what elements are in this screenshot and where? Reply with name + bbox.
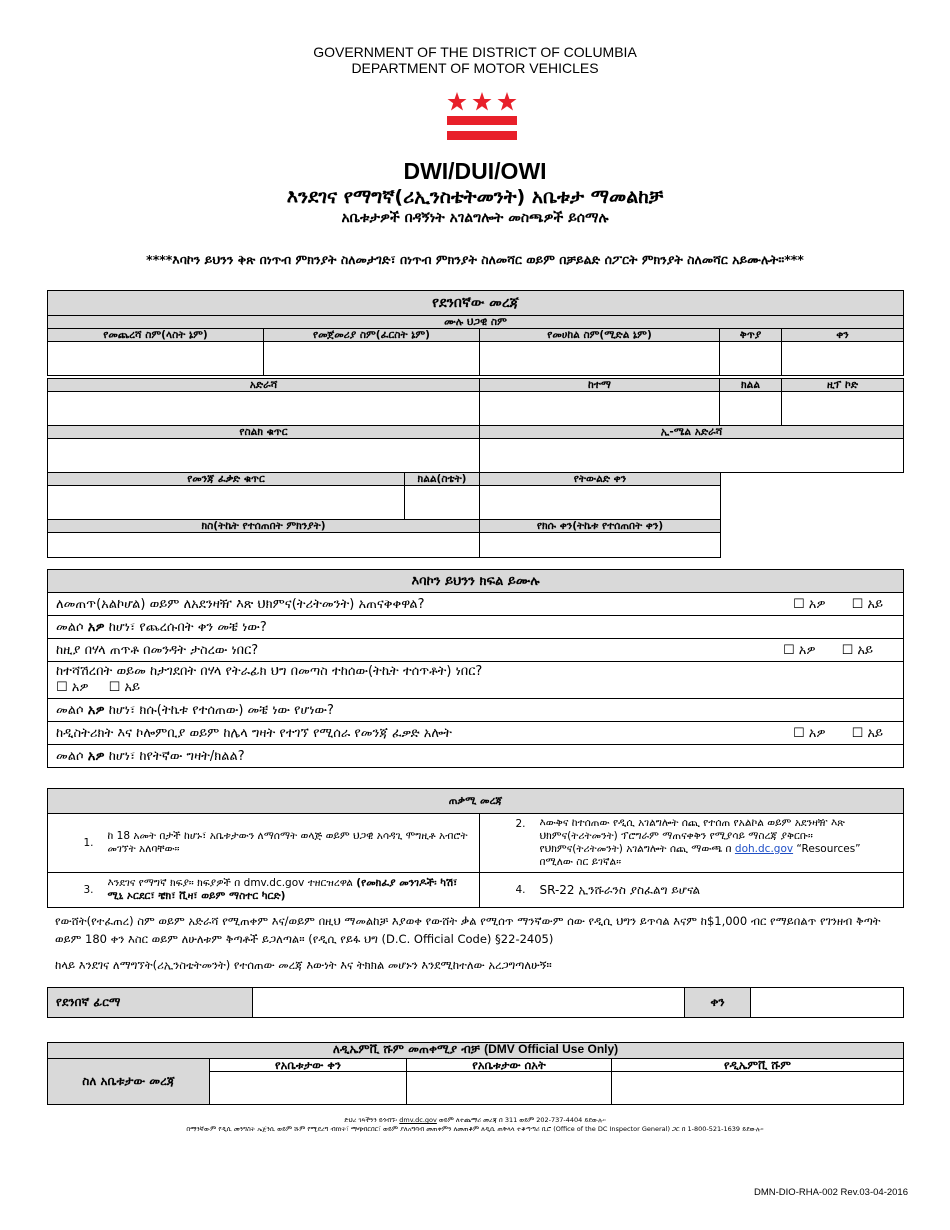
form-number: DMN-DIO-RHA-002 Rev.03-04-2016 <box>754 1187 908 1198</box>
suffix-field[interactable] <box>720 342 782 376</box>
info-section-title: ጠቃሚ መረጃ <box>48 789 904 814</box>
petition-time-field[interactable] <box>407 1072 612 1105</box>
dmv-official-label: የዲኤምቪ ሹም <box>612 1059 904 1072</box>
signature-date-field[interactable] <box>751 988 904 1018</box>
certification-text: ከላይ እንደገና ለማግኘት(ሪኢንስቴትመንት) የተሰጠው መረጃ እውነት እና ትክክል መሆኑን እንደሚከተለው አረጋግጣለሁኝ። <box>55 958 552 972</box>
day-field[interactable] <box>782 342 904 376</box>
flag-bar <box>447 116 517 125</box>
phone-label: የስልክ ቁጥር <box>48 426 480 439</box>
questions-section-title: እባኮን ይህንን ክፍል ይሙሉ <box>48 570 904 593</box>
petition-date-field[interactable] <box>210 1072 407 1105</box>
city-field[interactable] <box>480 392 720 426</box>
yes-checkbox[interactable]: ☐ አዎ <box>793 725 826 741</box>
question-violation-date: መልሶ አዎ ከሆነ፣ ክሱ(ትኬቱ የተሰጠው) መቼ ነው የሆነው? <box>48 699 904 722</box>
info-item-sr22: SR-22 ኢንሹራንስ ያስፈልግ ይሆናል <box>540 873 904 908</box>
footer-contact: ድህረ ገጻችንን ይጎብኙ፡ dmv.dc.gov ወይም ለተጨማሪ መረጃ በ 311 ወይም 202-737-4404 ይደውሉ። <box>344 1116 606 1124</box>
no-checkbox[interactable]: ☐ አይ <box>851 725 883 741</box>
applicant-section-title: የደንበኛው መረጃ <box>48 291 904 316</box>
info-item-fee: እንደገና የማግኛ ክፍያ። ክፍያዎች በ dmv.dc.gov ተዘርዝረዋል (የመክፈያ መንገዶች፡ ካሽ፣ ሚኒ ኦርደር፣ ቼክ፣ ቪዛ፣ ወይም ማስተር ካርድ) <box>108 873 480 908</box>
question-license-state: መልሶ አዎ ከሆነ፣ ከየትኛው ግዛት/ክልል? <box>48 745 904 768</box>
phone-field[interactable] <box>48 439 480 473</box>
yes-checkbox[interactable]: ☐ አዎ <box>793 596 826 612</box>
department-name: DEPARTMENT OF MOTOR VEHICLES <box>351 60 599 76</box>
license-table <box>47 472 721 558</box>
email-field[interactable] <box>480 439 904 473</box>
full-name-label: ሙሉ ህጋዊ ስም <box>48 316 904 329</box>
question-text: ለመጠጥ(አልኮሆል) ወይም ለአደንዛዥ እጽ ህክምና(ትሪትመንት) አጠናቅቀዋል? <box>56 596 425 612</box>
state-label: ክልል <box>720 379 782 392</box>
license-number-field[interactable] <box>48 486 405 520</box>
yes-checkbox[interactable]: ☐ አዎ <box>56 680 89 695</box>
form-notice: ****እባኮን ይህንን ቅጽ በነጥብ ምክንያት ስለመታገድ፣ በነጥብ ምክንያት ስለመሻር ወይም በቻይልድ ሰፖርት ምክንያት ስለመሻር አይሙሉት።*** <box>146 252 804 267</box>
question-text: ከዚያ በሃላ ጠጥቶ በመንዳት ታስረው ነበር? <box>56 642 259 658</box>
form-subtitle: እንደገና የማግኛ(ሪኢንስቴትመንት) አቤቱታ ማመልከቻ <box>286 186 664 208</box>
info-item-treatment-proof: እውቅና ከተሰጠው የዲሲ አገልግሎት ሰጪ የተሰጠ የአልኮል ወይም አደንዛዥ እጽ ህክምና(ትሪትመንት) ፕሮግራም ማጠናቀቅን የሚያሳይ ማስረጃ ያቅርቡ። የህክምና(ትሪትመንት) አገልግሎት ሰጪ ማውጫ በ doh.dc.gov “Resources” በሚለው ስር ይገኛል። <box>540 814 904 873</box>
zip-label: ዚፕ ኮድ <box>782 379 904 392</box>
address-field[interactable] <box>48 392 480 426</box>
state-field[interactable] <box>720 392 782 426</box>
address-label: አድራሻ <box>48 379 480 392</box>
government-name: GOVERNMENT OF THE DISTRICT OF COLUMBIA <box>313 44 637 60</box>
info-item-guardian: ከ 18 አመት በታች ከሆኑ፣ አቤቱታውን ለማሰማት ወላጅ ወይም ህጋዊ አሳዳጊ ሞግዚቶ አብሮት መገኘት አለባቸው። <box>108 814 480 873</box>
address-table <box>47 378 904 473</box>
dmv-use-title: ለዲኤምቪ ሹም መጠቀሚያ ብቻ (DMV Official Use Only) <box>48 1043 904 1059</box>
first-name-label: የመጀመሪያ ስም(ፈርስት ኔም) <box>264 329 480 342</box>
petition-date-label: የአቤቱታው ቀን <box>210 1059 407 1072</box>
question-arrest <box>48 639 904 662</box>
first-name-field[interactable] <box>264 342 480 376</box>
legal-penalty-text: የውሸት(የተፈጠረ) ስም ወይም አድራሻ የሚጠቀም እና/ወይም በዚህ ማመልከቻ እያወቀ የውሸት ቃል የሚሰጥ ማንኛውም ሰው የዲሲ ህግን ይጥሳል እናም ከ$1,000 ብር የማይበልጥ የገንዘብ ቅጣት ወይም 180 ቀን እስር ወይም ለሁለቱም ቅጣቶች ይጋለጣል። (የዲሲ የይፋ ህግ (D.C. Official Code) §22-2405) <box>55 914 881 946</box>
footer-fraud-notice: በማንኛውም የዲሲ መንግስት ኤጀንሲ ወይም ሹም የሚደረግ ብክነት፣ ማጭበርበር፣ ወይም ያለአግባብ መጠቀምን ለመጠቆም ለዲሲ ጠቅላላ ተቆጣጣሪ ቢሮ (Office of the DC Inspector General) ጋር በ 1-800-521-1639 ይደውሉ። <box>186 1125 764 1133</box>
question-completion-date: መልሶ አዎ ከሆነ፣ የጨረሱበት ቀን መቼ ነው? <box>48 616 904 639</box>
last-name-field[interactable] <box>48 342 264 376</box>
license-number-label: የመንጃ ፈቃድ ቁጥር <box>48 473 405 486</box>
dmv-official-field[interactable] <box>612 1072 904 1105</box>
petition-info-label: ስለ አቤቱታው መረጃ <box>48 1059 210 1105</box>
yes-checkbox[interactable]: ☐ አዎ <box>783 642 816 658</box>
star-icon <box>473 92 492 111</box>
violation-field[interactable] <box>48 533 480 558</box>
dmv-official-use-table <box>47 1042 904 1105</box>
signature-date-label: ቀን <box>685 988 751 1018</box>
signature-label: የደንበኛ ፊርማ <box>48 988 253 1018</box>
middle-name-label: የመሀከል ስም(ሚድል ኔም) <box>480 329 720 342</box>
doh-link[interactable]: doh.dc.gov <box>734 843 794 855</box>
form-title: DWI/DUI/OWI <box>403 158 547 184</box>
question-text: ከዲስትሪክት እና ኮሎምቢያ ወይም ከሌላ ግዛት የተገኘ የሚሰራ የመንጃ ፈቃድ አሎት <box>56 725 452 741</box>
day-label: ቀን <box>782 329 904 342</box>
city-label: ከተማ <box>480 379 720 392</box>
license-state-label: ክልል(ስቴት) <box>405 473 480 486</box>
important-info-table: ጠቃሚ መረጃ 1. ከ 18 አመት በታች ከሆኑ፣ አቤቱታውን ለማሰማት ወላጅ ወይም ህጋዊ አሳዳጊ ሞግዚቶ አብሮት መገኘት አለባቸው። 2. እውቅና ከተሰጠው የዲሲ አገልግሎት ሰጪ የተሰጠ የአልኮል ወይም አደንዛዥ እጽ ህክምና(ትሪትመንት) ፕሮግራም ማጠናቀቅን የሚያሳይ ማስረጃ ያቅርቡ። የህክምና(ትሪትመንት) አገልግሎት ሰጪ ማውጫ በ doh.dc.gov “Resources” በሚለው ስር ይገኛል። 3. እንደገና የማግኛ ክፍያ። ክፍያዎች በ dmv.dc.gov ተዘርዝረዋል (የመክፈያ መንገዶች፡ ካሽ፣ ሚኒ ኦርደር፣ ቼክ፣ ቪዛ፣ ወይም ማስተር ካርድ) 4. SR-22 ኢንሹራንስ ያስፈልግ ይሆናል <box>47 788 904 908</box>
agency-header <box>0 44 950 76</box>
flag-bar <box>447 131 517 140</box>
question-traffic-violation <box>48 662 904 699</box>
question-valid-license <box>48 722 904 745</box>
no-checkbox[interactable]: ☐ አይ <box>841 642 873 658</box>
form-subtitle-2: አቤቱታዎች በዳኝነት አገልግሎት መስጫዎች ይሰማሉ <box>341 210 609 226</box>
violation-date-label: የክሱ ቀን(ትኬቱ የተሰጠበት ቀን) <box>480 520 721 533</box>
dob-label: የትውልድ ቀን <box>480 473 721 486</box>
star-icon <box>448 92 467 111</box>
question-treatment <box>48 593 904 616</box>
dmv-website-link[interactable]: dmv.dc.gov <box>399 1116 437 1124</box>
zip-field[interactable] <box>782 392 904 426</box>
license-state-field[interactable] <box>405 486 480 520</box>
star-icon <box>498 92 517 111</box>
suffix-label: ቅጥያ <box>720 329 782 342</box>
violation-label: ክስ(ትኬት የተሰጠበት ምክንያት) <box>48 520 480 533</box>
violation-date-field[interactable] <box>480 533 721 558</box>
no-checkbox[interactable]: ☐ አይ <box>108 680 140 695</box>
last-name-label: የመጨረሻ ስም(ላስት ኔም) <box>48 329 264 342</box>
signature-field[interactable] <box>253 988 685 1018</box>
dob-field[interactable] <box>480 486 721 520</box>
middle-name-field[interactable] <box>480 342 720 376</box>
no-checkbox[interactable]: ☐ አይ <box>851 596 883 612</box>
question-text: ከተሻሽረበት ወይመ ከታገደበት በሃላ የትራፊክ ህግ በመጣስ ተከሰው(ትኬት ተሰጥቶት) ነበር? <box>56 664 483 679</box>
signature-table <box>47 987 904 1018</box>
dc-flag-logo <box>447 92 517 140</box>
applicant-info-table <box>47 290 904 376</box>
questions-table <box>47 569 904 768</box>
email-label: ኢ-ሜል አድራሻ <box>480 426 904 439</box>
petition-time-label: የአቤቱታው ሰአት <box>407 1059 612 1072</box>
